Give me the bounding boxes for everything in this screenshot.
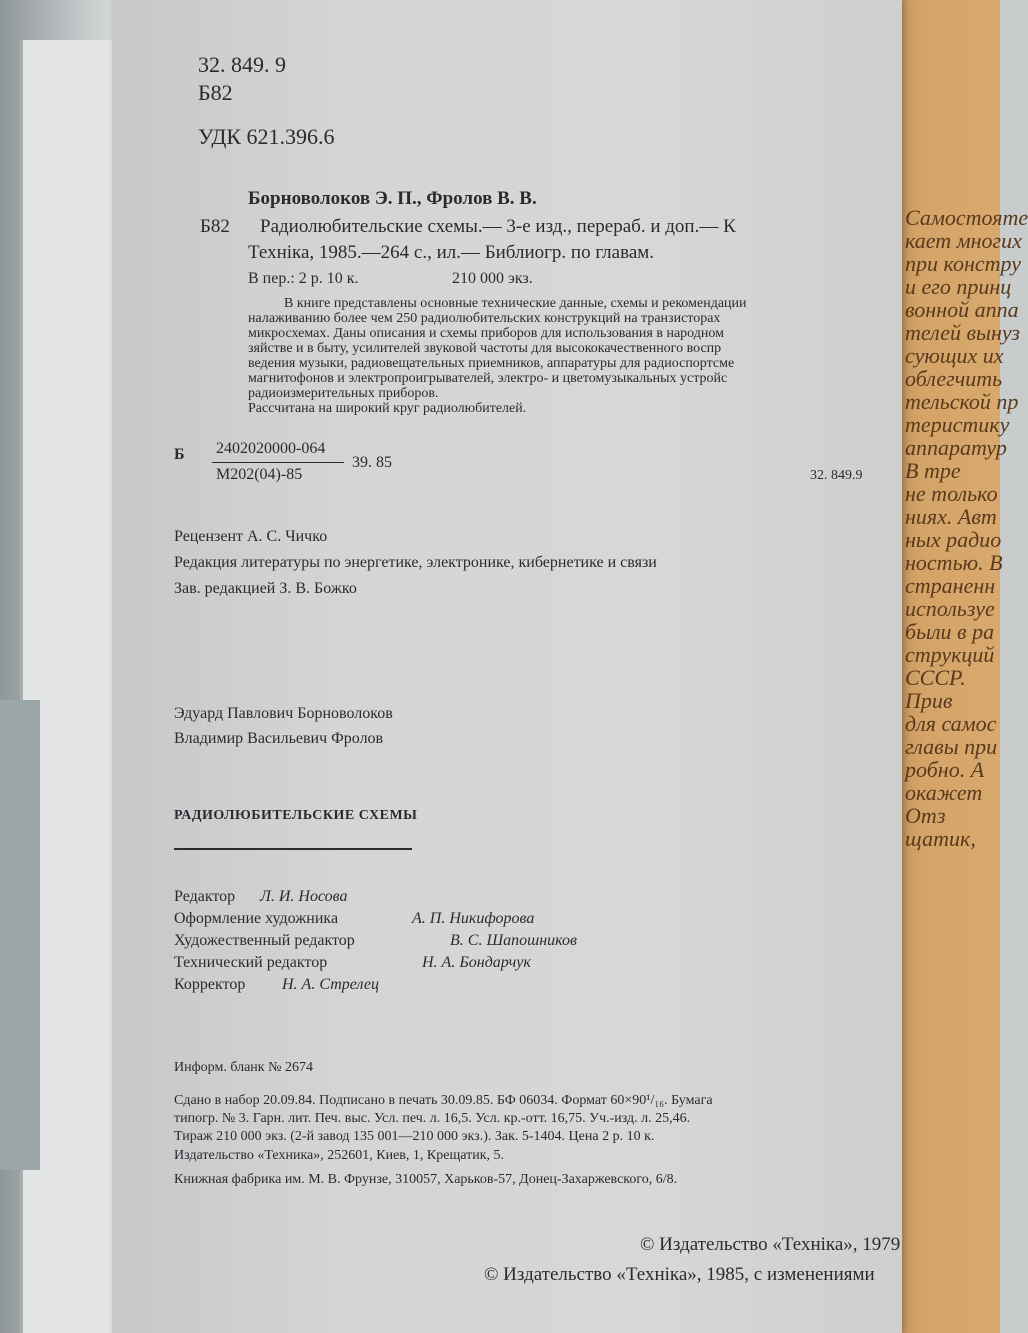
facing-page-line: струкций: [905, 642, 995, 667]
copyright-1985: © Издательство «Техніка», 1985, с изменениями: [484, 1264, 875, 1285]
annotation-line: налаживанию более чем 250 радиолюбительских конструкций на транзисторах: [248, 311, 721, 326]
annotation-line: зяйстве и в быту, усилителей звуковой частоты для высококачественного воспр: [248, 341, 722, 356]
facing-page-line: Отз: [905, 803, 946, 828]
index-right-code: 32. 849.9: [810, 468, 863, 483]
facing-page-line: В тре: [905, 458, 961, 483]
book-page: [112, 0, 902, 1333]
staff-name: В. С. Шапошников: [450, 932, 577, 949]
facing-page-line: щатик,: [905, 826, 976, 851]
catalog-title: Радиолюбительские схемы.— 3-е изд., перераб. и доп.— К: [260, 216, 736, 237]
facing-page-line: ностью. В: [905, 550, 1003, 575]
catalog-print-run: 210 000 экз.: [452, 270, 533, 287]
copyright-1979: © Издательство «Техніка», 1979: [640, 1234, 901, 1255]
staff-role: Редактор: [174, 888, 236, 905]
index-denominator: М202(04)-85: [216, 466, 303, 483]
annotation-line: магнитофонов и электропроигрывателей, электро- и цветомузыкальных устройс: [248, 371, 728, 386]
facing-page-line: облегчить: [905, 366, 1003, 391]
facing-page: [885, 0, 1028, 1333]
catalog-publisher: Техніка, 1985.—264 с., ил.— Библиогр. по главам.: [248, 242, 655, 263]
facing-page-line: ных радио: [905, 527, 1002, 552]
facing-page-line: для самос: [905, 711, 997, 736]
annotation-line: В книге представлены основные технические данные, схемы и рекомендации: [284, 296, 747, 311]
imprint-line: типогр. № 3. Гарн. лит. Печ. выс. Усл. печ. л. 16,5. Усл. кр.-отт. 16,75. Уч.-изд. л. 25,46.: [174, 1111, 691, 1126]
imprint-line: Книжная фабрика им. М. В. Фрунзе, 310057, Харьков-57, Донец-Захаржевского, 6/8.: [174, 1172, 678, 1187]
facing-page-line: сующих их: [905, 343, 1004, 368]
imprint-line: Сдано в набор 20.09.84. Подписано в печать 30.09.85. БФ 06034. Формат 60×90¹/₁₆. Бумага: [174, 1093, 713, 1108]
imprint-line: Издательство «Техника», 252601, Киев, 1, Крещатик, 5.: [174, 1148, 504, 1163]
staff-role: Технический редактор: [174, 954, 328, 971]
imprint-line: Тираж 210 000 экз. (2-й завод 135 001—210 000 экз.). Зак. 5-1404. Цена 2 р. 10 к.: [174, 1129, 655, 1144]
facing-page-line: тельской пр: [905, 389, 1019, 414]
author-full-name-2: Владимир Васильевич Фролов: [174, 730, 384, 747]
inform-blank: Информ. бланк № 2674: [174, 1060, 313, 1075]
facing-page-line: были в ра: [905, 619, 995, 644]
reviewer: Рецензент А. С. Чичко: [174, 528, 328, 545]
staff-role: Оформление художника: [174, 910, 339, 927]
facing-page-line: СССР.: [905, 665, 966, 690]
bbk-code: 32. 849. 9: [198, 52, 286, 77]
title-underline: [174, 848, 412, 850]
facing-page-line: используе: [905, 596, 995, 621]
annotation-line: радиоизмерительных приборов.: [248, 386, 439, 401]
staff-role: Художественный редактор: [174, 932, 355, 949]
facing-page-line: страненн: [905, 573, 996, 598]
facing-page-line: Самостояте: [905, 205, 1028, 230]
catalog-authors: Борноволоков Э. П., Фролов В. В.: [248, 188, 537, 209]
index-numerator: 2402020000-064: [216, 440, 326, 457]
index-fraction-bar: [212, 462, 344, 463]
facing-page-line: кает многих: [905, 228, 1022, 253]
annotation-line: микросхемах. Даны описания и схемы приборов для использования в народном: [248, 326, 724, 341]
author-mark: Б82: [198, 80, 233, 105]
staff-name: Л. И. Носова: [260, 888, 348, 905]
staff-name: Н. А. Стрелец: [282, 976, 379, 993]
editorial-office: Редакция литературы по энергетике, электронике, кибернетике и связи: [174, 554, 657, 571]
facing-page-line: робно. А: [905, 757, 985, 782]
facing-page-line: теристику: [905, 412, 1010, 437]
facing-page-line: Прив: [905, 688, 953, 713]
index-letter: Б: [174, 446, 185, 463]
staff-name: А. П. Никифорова: [412, 910, 535, 927]
catalog-code: Б82: [200, 216, 230, 237]
index-suffix: 39. 85: [352, 454, 392, 471]
facing-page-line: при констру: [905, 251, 1021, 276]
author-full-name-1: Эдуард Павлович Борноволоков: [174, 705, 393, 722]
facing-page-line: телей вынуз: [905, 320, 1020, 345]
staff-role: Корректор: [174, 976, 246, 993]
facing-page-line: главы при: [905, 734, 998, 759]
staff-name: Н. А. Бондарчук: [422, 954, 531, 971]
facing-page-line: аппаратур: [905, 435, 1007, 460]
udc-code: УДК 621.396.6: [198, 124, 335, 149]
facing-page-line: вонной аппа: [905, 297, 1019, 322]
facing-page-line: ниях. Авт: [905, 504, 997, 529]
facing-page-line: окажет: [905, 780, 983, 805]
editor-in-chief: Зав. редакцией З. В. Божко: [174, 580, 357, 597]
background-strip: [0, 700, 40, 1170]
facing-page-line: и его принц: [905, 274, 1012, 299]
annotation-line: ведения музыки, радиовещательных приемников, аппаратуры для радиоспортсме: [248, 356, 735, 371]
catalog-price: В пер.: 2 р. 10 к.: [248, 270, 359, 287]
facing-page-line: не только: [905, 481, 998, 506]
annotation-line: Рассчитана на широкий круг радиолюбителей.: [248, 401, 527, 416]
book-title: РАДИОЛЮБИТЕЛЬСКИЕ СХЕМЫ: [174, 808, 418, 823]
